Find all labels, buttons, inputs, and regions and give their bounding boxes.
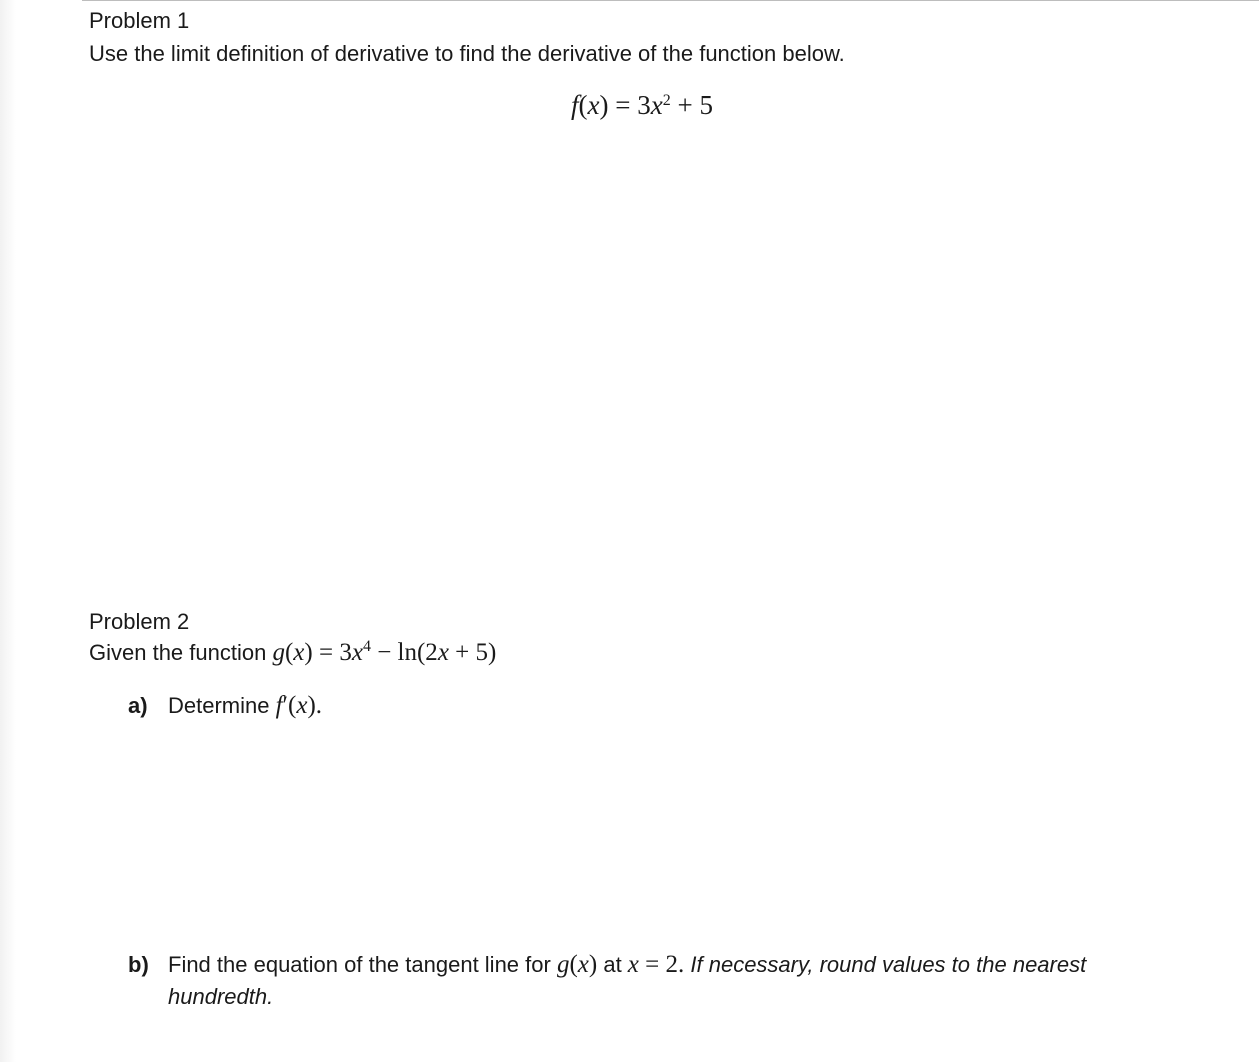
function-arg: x <box>293 639 305 666</box>
problem-2-title: Problem 2 <box>89 609 190 634</box>
equation-rest: − ln(2 <box>370 639 438 666</box>
math-var: x <box>627 951 639 978</box>
part-b-at-text: at <box>597 952 628 977</box>
math-name: g <box>556 951 570 978</box>
equation-equals: = 3 <box>312 639 352 666</box>
page-top-border <box>82 0 1259 1</box>
equation-var: x <box>351 639 363 666</box>
problem-1-title: Problem 1 <box>89 8 190 33</box>
part-a-text: Determine <box>168 693 276 718</box>
math-end: . <box>315 692 323 719</box>
part-b-text: Find the equation of the tangent line for <box>168 952 557 977</box>
intro-text: Given the function <box>89 640 273 665</box>
problem-2-part-b <box>128 952 1208 1010</box>
math-arg: x <box>577 951 589 978</box>
math-arg: x <box>296 692 308 719</box>
part-b-label: b) <box>128 952 149 977</box>
equation-tail: + 5) <box>448 639 497 666</box>
problem-1-function-equation: $f(x) = 3x^2 + 5$ <box>571 90 713 120</box>
part-b-note-line2: hundredth. <box>168 984 274 1009</box>
equation-exponent: 2 <box>662 92 671 109</box>
problem-2-part-a <box>128 693 322 719</box>
part-b-note-line1: If necessary, round values to the nearest <box>690 952 1087 977</box>
math-value: = 2. <box>638 951 685 978</box>
part-b-point <box>628 951 684 978</box>
function-name: g <box>272 639 285 666</box>
page-left-shadow <box>0 0 16 1062</box>
part-a-label: a) <box>128 693 148 718</box>
problem-2-function-equation: $g(x) = 3x^4 - \ln(2x + 5)$ <box>272 638 497 666</box>
equation-rest: + 5 <box>670 90 713 120</box>
math-name: f <box>275 692 283 719</box>
part-a-math: f′(x). <box>275 692 323 719</box>
part-b-function: g(x) <box>556 951 598 978</box>
problem-2-intro <box>89 640 496 666</box>
equation-var: x <box>650 90 663 120</box>
function-name: f <box>571 90 579 120</box>
equation-equals: = 3 <box>608 90 651 120</box>
function-arg: x <box>587 90 600 120</box>
equation-exponent: 4 <box>362 638 371 655</box>
math-prime: ′ <box>282 692 289 719</box>
problem-1-instruction: Use the limit definition of derivative to find the derivative of the function below. <box>89 41 845 66</box>
equation-inner-var: x <box>437 639 449 666</box>
